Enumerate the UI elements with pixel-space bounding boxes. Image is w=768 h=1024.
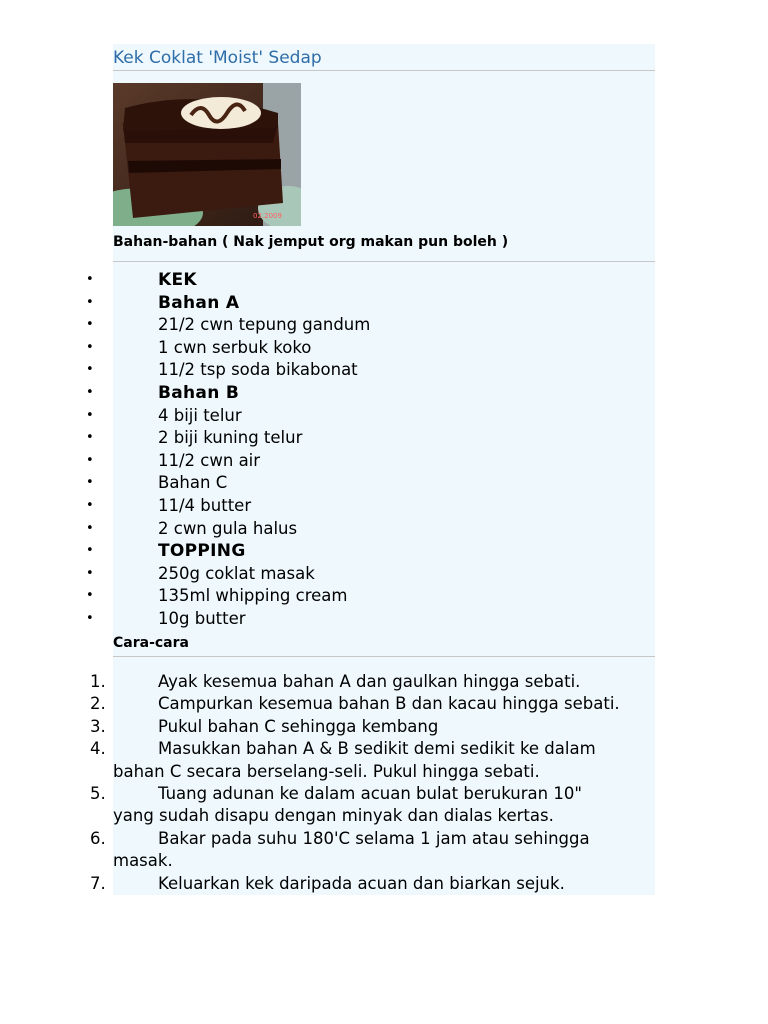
cake-photo <box>113 83 301 226</box>
step-number: 5. <box>90 784 106 804</box>
step-number: 3. <box>90 716 106 736</box>
ingredient-text: 250g coklat masak <box>158 563 315 583</box>
method-step <box>0 671 660 693</box>
bullet-icon: • <box>86 475 94 491</box>
chocolate-cake-image <box>113 83 301 226</box>
step-number: 2. <box>90 694 106 714</box>
bullet-icon: • <box>86 317 94 333</box>
ingredient-text: 2 biji kuning telur <box>158 428 303 448</box>
bullet-icon: • <box>86 407 94 423</box>
ingredient-text: 10g butter <box>158 608 246 628</box>
step-text: Tuang adunan ke dalam acuan bulat berukuran 10" <box>158 784 582 804</box>
step-text-continued: masak. <box>113 851 173 871</box>
ingredient-text: Bahan A <box>158 292 240 313</box>
ingredient-text: 4 biji telur <box>158 405 242 425</box>
ingredient-text: 21/2 cwn tepung gandum <box>158 315 371 335</box>
method-heading: Cara-cara <box>113 635 189 651</box>
method-step <box>0 738 660 783</box>
bullet-icon: • <box>86 294 94 310</box>
ingredient-text: 11/2 tsp soda bikabonat <box>158 360 358 380</box>
step-text: Keluarkan kek daripada acuan dan biarkan sejuk. <box>158 873 565 893</box>
bullet-icon: • <box>86 610 94 626</box>
step-text: Bakar pada suhu 180'C selama 1 jam atau sehingga <box>158 828 590 848</box>
bullet-icon: • <box>86 452 94 468</box>
recipe-title: Kek Coklat 'Moist' Sedap <box>113 48 322 68</box>
bullet-icon: • <box>86 384 94 400</box>
ingredient-text: TOPPING <box>158 541 246 562</box>
method-step <box>0 873 660 895</box>
bullet-icon: • <box>86 565 94 581</box>
method-step <box>0 693 660 715</box>
ingredients-divider <box>113 261 655 262</box>
method-divider <box>113 656 655 657</box>
bullet-icon: • <box>86 430 94 446</box>
step-text-continued: bahan C secara berselang-seli. Pukul hingga sebati. <box>113 761 540 781</box>
svg-text:02.2009: 02.2009 <box>253 212 282 220</box>
method-step <box>0 783 660 828</box>
bullet-icon: • <box>86 588 94 604</box>
method-steps-list <box>0 671 660 895</box>
step-text: Masukkan bahan A & B sedikit demi sedikit ke dalam <box>158 739 596 759</box>
step-text: Pukul bahan C sehingga kembang <box>158 716 439 736</box>
step-number: 6. <box>90 828 106 848</box>
step-number: 7. <box>90 873 106 893</box>
method-step <box>0 828 660 873</box>
ingredients-heading: Bahan-bahan ( Nak jemput org makan pun boleh ) <box>113 234 509 250</box>
bullet-icon: • <box>86 497 94 513</box>
ingredient-text: 2 cwn gula halus <box>158 518 298 538</box>
bullet-icon: • <box>86 543 94 559</box>
title-divider <box>113 70 655 71</box>
ingredient-text: 135ml whipping cream <box>158 586 348 606</box>
step-number: 4. <box>90 739 106 759</box>
bullet-icon: • <box>86 520 94 536</box>
bullet-icon: • <box>86 339 94 355</box>
step-text: Ayak kesemua bahan A dan gaulkan hingga sebati. <box>158 672 581 691</box>
bullet-icon: • <box>86 362 94 378</box>
ingredient-text: 11/2 cwn air <box>158 450 261 470</box>
ingredient-text: 11/4 butter <box>158 495 252 515</box>
ingredient-text: Bahan C <box>158 473 228 493</box>
bullet-icon: • <box>86 272 94 287</box>
step-text: Campurkan kesemua bahan B dan kacau hingga sebati. <box>158 694 620 714</box>
ingredient-text: KEK <box>158 270 197 290</box>
step-text-continued: yang sudah disapu dengan minyak dan dialas kertas. <box>113 806 554 826</box>
method-step <box>0 716 660 738</box>
step-number: 1. <box>90 672 106 691</box>
ingredient-text: Bahan B <box>158 382 240 403</box>
ingredient-text: 1 cwn serbuk koko <box>158 337 312 357</box>
